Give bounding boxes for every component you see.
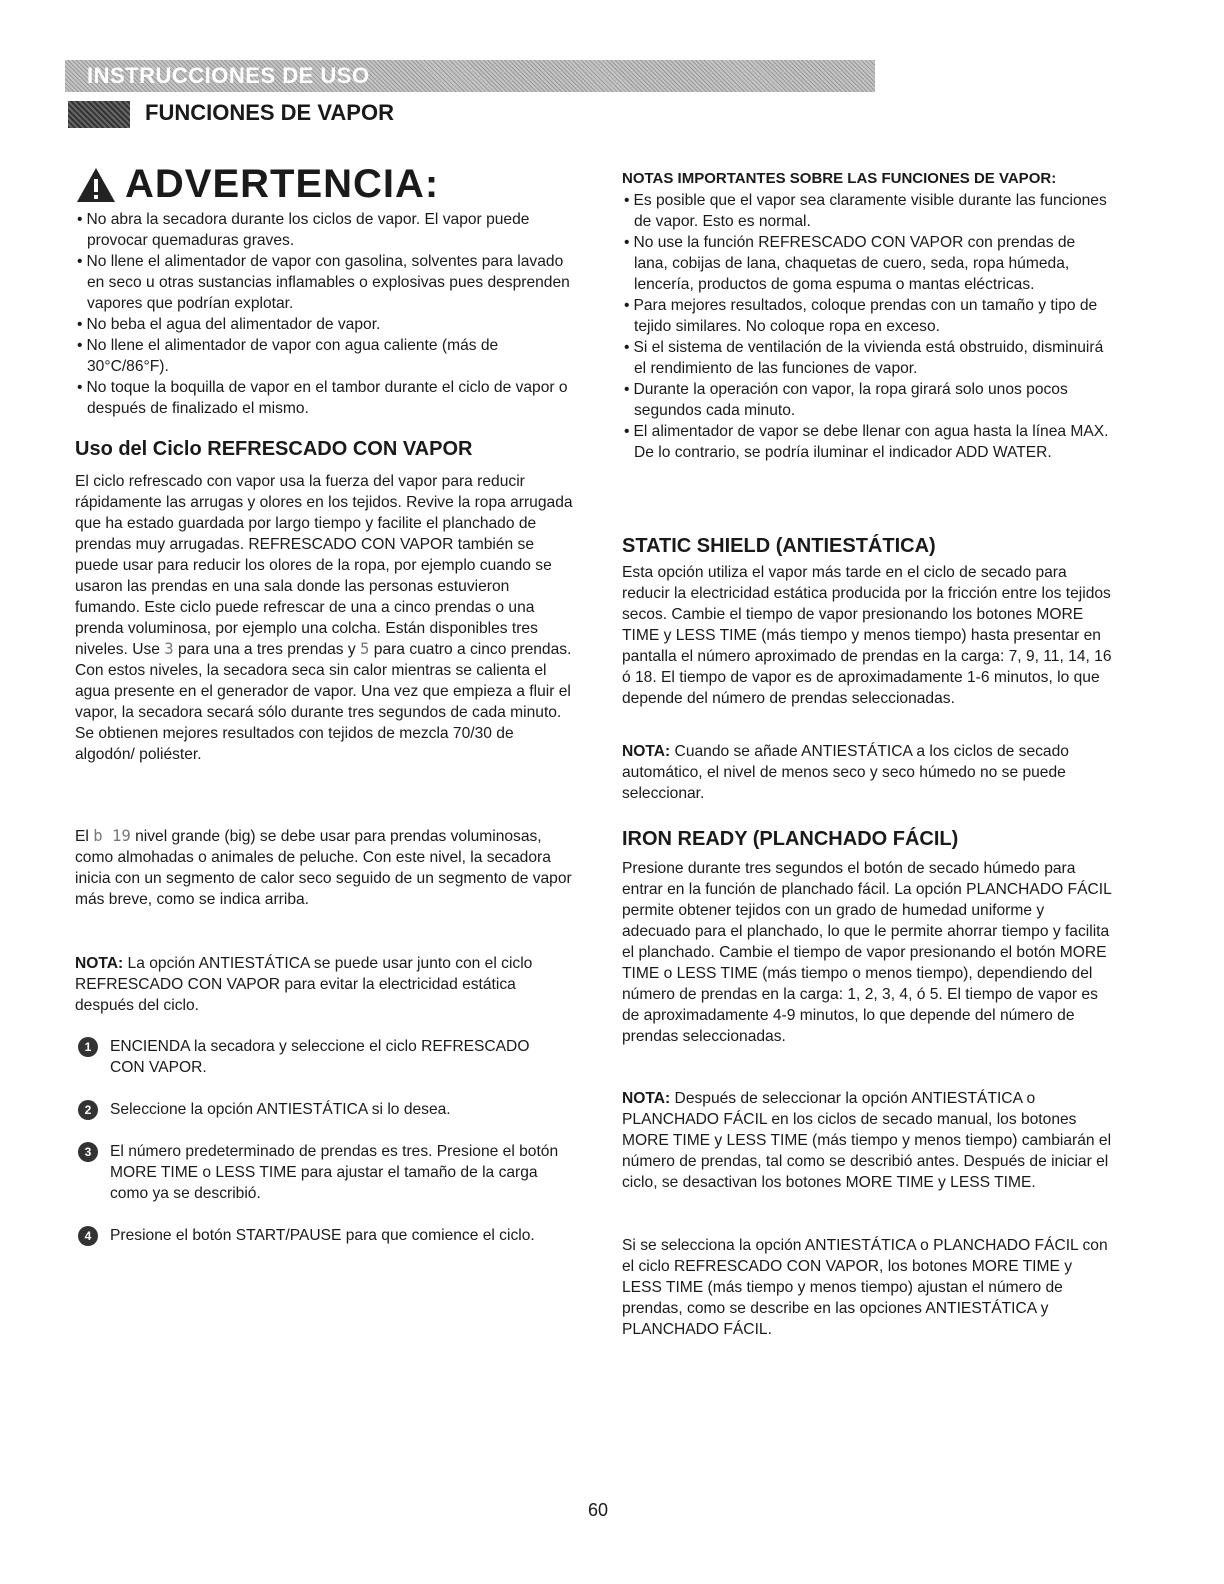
warning-list (75, 209, 575, 419)
refresh-heading: Uso del Ciclo REFRESCADO CON VAPOR (75, 438, 473, 460)
section-title: FUNCIONES DE VAPOR (145, 100, 394, 125)
iron-note: NOTA: Después de seleccionar la opción ANTIESTÁTICA o PLANCHADO FÁCIL en los ciclos de secado manual, los botones MORE TIME y LESS TIME (más tiempo y menos tiempo) cambiarán el número de prendas, tal como se describió antes. Después de iniciar el ciclo, se desactivan los botones MORE TIME y LESS TIME. (622, 1090, 1112, 1191)
list-item: • No use la función REFRESCADO CON VAPOR con prendas de lana, cobijas de lana, chaquetas de cuero, seda, ropa húmeda, lencería, productos de goma espuma o mantas eléctricas. (622, 232, 1112, 295)
step-4: 4 Presione el botón START/PAUSE para que comience el ciclo. (78, 1225, 568, 1246)
list-item: • No beba el agua del alimentador de vapor. (75, 314, 575, 335)
header-band-title: INSTRUCCIONES DE USO (87, 63, 370, 88)
step-number-icon: 2 (78, 1100, 98, 1120)
section-marker-icon (68, 101, 130, 128)
step-3: 3 El número predeterminado de prendas es tres. Presione el botón MORE TIME o LESS TIME para ajustar el tamaño de la carga como ya se describió. (78, 1141, 568, 1204)
list-item: • Es posible que el vapor sea claramente visible durante las funciones de vapor. Esto es normal. (622, 190, 1112, 232)
list-item: • Para mejores resultados, coloque prendas con un tamaño y tipo de tejido similares. No coloque ropa en exceso. (622, 295, 1112, 337)
display-3-icon: 3 (164, 640, 174, 658)
list-item: • No llene el alimentador de vapor con gasolina, solventes para lavado en seco u otras sustancias inflamables o explosivas pues desprenden vapores que podrían explotar. (75, 251, 575, 314)
static-paragraph: Esta opción utiliza el vapor más tarde en el ciclo de secado para reducir la electricidad estática producida por la fricción entre los tejidos secos. Cambie el tiempo de vapor presionando los botones MORE TIME y LESS TIME (más tiempo y menos tiempo) hasta presentar en pantalla el número aproximado de prendas en la carga: 7, 9, 11, 14, 16 ó 18. El tiempo de vapor es de aproximadamente 1-6 minutos, lo que depende del número de prendas seleccionadas. (622, 564, 1112, 707)
step-number-icon: 4 (78, 1226, 98, 1246)
header-band (65, 60, 875, 92)
step-number-icon: 3 (78, 1142, 98, 1162)
static-note: NOTA: Cuando se añade ANTIESTÁTICA a los ciclos de secado automático, el nivel de menos seco y seco húmedo no se puede seleccionar. (622, 743, 1069, 802)
static-heading: STATIC SHIELD (ANTIESTÁTICA) (622, 535, 936, 557)
refresh-paragraph: El ciclo refrescado con vapor usa la fuerza del vapor para reducir rápidamente las arrugas y olores en los tejidos. Revive la ropa arrugada que ha estado guardada por largo tiempo y facilite el planchado de prendas muy arrugadas. REFRESCADO CON VAPOR también se puede usar para reducir los olores de la ropa, por ejemplo cuando se usaron las prendas en una sala donde las personas estuvieron fumando. Este ciclo puede refrescar de una a cinco prendas o una prenda voluminosa, por ejemplo una colcha. Están disponibles tres niveles. Use 3 para una a tres prendas y 5 para cuatro a cinco prendas. Con estos niveles, la secadora seca sin calor mientras se calienta el agua presente en el generador de vapor. Una vez que empieza a fluir el vapor, la secadora secará sólo durante tres segundos de cada minuto. Se obtienen mejores resultados con tejidos de mezcla 70/30 de algodón/ poliéster. (75, 473, 573, 763)
step-number-icon: 1 (78, 1037, 98, 1057)
display-big-icon: b 19 (93, 827, 131, 845)
list-item: • No abra la secadora durante los ciclos de vapor. El vapor puede provocar quemaduras graves. (75, 209, 575, 251)
warning-title: ADVERTENCIA: (125, 162, 440, 206)
list-item: • El alimentador de vapor se debe llenar con agua hasta la línea MAX. De lo contrario, se podría iluminar el indicador ADD WATER. (622, 421, 1112, 463)
list-item: • No toque la boquilla de vapor en el tambor durante el ciclo de vapor o después de finalizado el mismo. (75, 377, 575, 419)
display-5-icon: 5 (360, 640, 370, 658)
iron-paragraph-2: Si se selecciona la opción ANTIESTÁTICA o PLANCHADO FÁCIL con el ciclo REFRESCADO CON VAPOR, los botones MORE TIME y LESS TIME (más tiempo y menos tiempo) ajustan el número de prendas, como se describe en las opciones ANTIESTÁTICA y PLANCHADO FÁCIL. (622, 1237, 1108, 1338)
list-item: • No llene el alimentador de vapor con agua caliente (más de 30°C/86°F). (75, 335, 575, 377)
warning-heading (75, 162, 439, 207)
step-1: 1 ENCIENDA la secadora y seleccione el ciclo REFRESCADO CON VAPOR. (78, 1036, 568, 1078)
big-level-paragraph: El b 19 nivel grande (big) se debe usar para prendas voluminosas, como almohadas o animales de peluche. Con este nivel, la secadora inicia con un segmento de calor seco seguido de un segmento de vapor más breve, como se indica arriba. (75, 827, 572, 908)
notes-heading: NOTAS IMPORTANTES SOBRE LAS FUNCIONES DE VAPOR: (622, 170, 1057, 187)
iron-paragraph: Presione durante tres segundos el botón de secado húmedo para entrar en la función de planchado fácil. La opción PLANCHADO FÁCIL permite obtener tejidos con un grado de humedad uniforme y adecuado para el planchado, lo que le permite ahorrar tiempo y facilita el planchado. Cambie el tiempo de vapor presionando el botón MORE TIME o LESS TIME (más tiempo o menos tiempo), dependiendo del número de prendas en la carga: 1, 2, 3, 4, ó 5. El tiempo de vapor es de aproximadamente 4-9 minutos, lo que depende del número de prendas seleccionadas. (622, 860, 1112, 1045)
iron-heading: IRON READY (PLANCHADO FÁCIL) (622, 828, 959, 850)
list-item: • Durante la operación con vapor, la ropa girará solo unos pocos segundos cada minuto. (622, 379, 1112, 421)
list-item: • Si el sistema de ventilación de la vivienda está obstruido, disminuirá el rendimiento de las funciones de vapor. (622, 337, 1112, 379)
refresh-note: NOTA: La opción ANTIESTÁTICA se puede usar junto con el ciclo REFRESCADO CON VAPOR para evitar la electricidad estática después del ciclo. (75, 955, 533, 1014)
step-2: 2 Seleccione la opción ANTIESTÁTICA si lo desea. (78, 1099, 568, 1120)
page-number: 60 (588, 1500, 609, 1520)
notes-list (622, 190, 1112, 463)
warning-triangle-icon (75, 166, 117, 204)
